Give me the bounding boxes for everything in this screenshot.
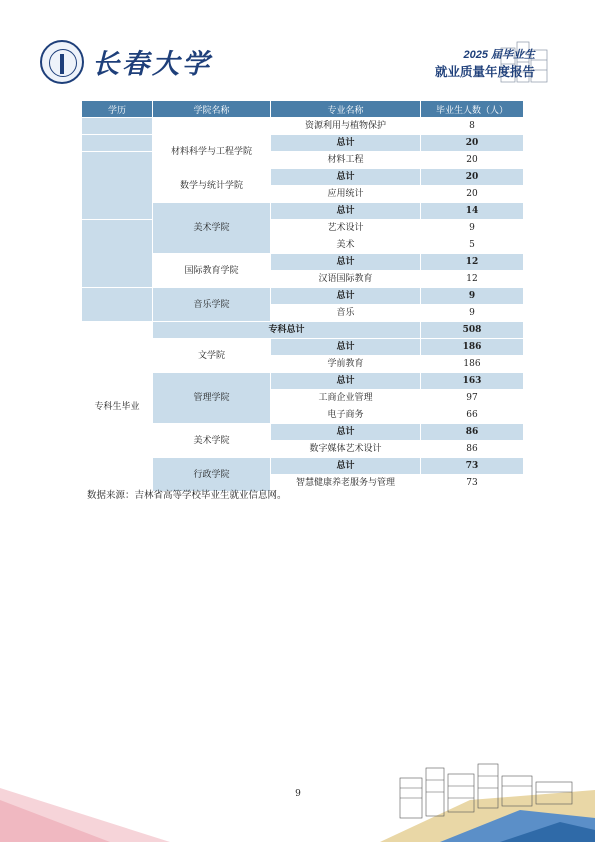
page-header: [0, 0, 595, 95]
count-cell: 12: [421, 254, 524, 271]
college-cell: 美术学院: [153, 203, 271, 254]
university-logo-text: 长春大学: [92, 49, 212, 80]
column-header: 学院名称: [153, 101, 271, 118]
college-cell: 音乐学院: [153, 288, 271, 322]
count-cell: 508: [421, 322, 524, 339]
count-cell: 97: [421, 390, 524, 407]
column-header: 学历: [82, 101, 153, 118]
graduates-table-container: [81, 100, 523, 492]
major-cell: 资源利用与植物保护: [271, 118, 421, 135]
major-cell: 总计: [271, 203, 421, 220]
footer-decoration-icon: [0, 760, 595, 842]
degree-cell: [82, 288, 153, 322]
table-header-row: [82, 101, 524, 118]
data-source-note: 数据来源：吉林省高等学校毕业生就业信息网。: [87, 490, 287, 501]
degree-cell: 专科生毕业: [82, 322, 153, 492]
count-cell: 5: [421, 237, 524, 254]
column-header: 毕业生人数（人）: [421, 101, 524, 118]
count-cell: 186: [421, 356, 524, 373]
count-cell: 163: [421, 373, 524, 390]
major-cell: 材料工程: [271, 152, 421, 169]
count-cell: 20: [421, 152, 524, 169]
major-cell: 学前教育: [271, 356, 421, 373]
major-cell: 总计: [271, 254, 421, 271]
major-cell: 汉语国际教育: [271, 271, 421, 288]
college-cell: 行政学院: [153, 458, 271, 492]
major-cell: 总计: [271, 135, 421, 152]
count-cell: 20: [421, 186, 524, 203]
degree-cell: [82, 135, 153, 152]
table-row: [82, 152, 524, 169]
report-title-block: [435, 46, 535, 80]
count-cell: 14: [421, 203, 524, 220]
major-cell: 应用统计: [271, 186, 421, 203]
report-title: 就业质量年度报告: [434, 65, 535, 79]
major-cell: 总计: [271, 373, 421, 390]
degree-cell: [82, 152, 153, 220]
table-row: [82, 322, 524, 339]
table-row: [82, 288, 524, 305]
count-cell: 20: [421, 135, 524, 152]
major-cell: 电子商务: [271, 407, 421, 424]
page-number: 9: [295, 789, 301, 799]
column-header: 专业名称: [271, 101, 421, 118]
table-row: [82, 118, 524, 135]
major-cell: 总计: [271, 339, 421, 356]
degree-cell: [82, 220, 153, 288]
count-cell: 12: [421, 271, 524, 288]
major-cell: 总计: [271, 288, 421, 305]
table-row: [82, 220, 524, 237]
count-cell: 9: [421, 220, 524, 237]
major-cell: 智慧健康养老服务与管理: [271, 475, 421, 492]
graduates-table: [81, 100, 524, 492]
count-cell: 20: [421, 169, 524, 186]
major-cell: 工商企业管理: [271, 390, 421, 407]
count-cell: 66: [421, 407, 524, 424]
college-cell: 材料科学与工程学院: [153, 135, 271, 169]
college-cell: 国际教育学院: [153, 254, 271, 288]
count-cell: 9: [421, 305, 524, 322]
college-cell: 管理学院: [153, 373, 271, 424]
table-row: [82, 135, 524, 152]
report-year: 2025 届毕业生: [463, 49, 535, 61]
major-cell: 美术: [271, 237, 421, 254]
count-cell: 86: [421, 441, 524, 458]
count-cell: 9: [421, 288, 524, 305]
university-seal-icon: [40, 40, 84, 84]
count-cell: 86: [421, 424, 524, 441]
college-cell: 美术学院: [153, 424, 271, 458]
college-cell: [153, 118, 271, 135]
college-cell: 数学与统计学院: [153, 169, 271, 203]
count-cell: 8: [421, 118, 524, 135]
count-cell: 73: [421, 458, 524, 475]
major-cell: 总计: [271, 169, 421, 186]
major-cell: 总计: [271, 458, 421, 475]
count-cell: 186: [421, 339, 524, 356]
major-cell: 总计: [271, 424, 421, 441]
subtotal-label-cell: 专科总计: [153, 322, 421, 339]
major-cell: 数字媒体艺术设计: [271, 441, 421, 458]
degree-cell: [82, 118, 153, 135]
major-cell: 艺术设计: [271, 220, 421, 237]
major-cell: 音乐: [271, 305, 421, 322]
count-cell: 73: [421, 475, 524, 492]
college-cell: 文学院: [153, 339, 271, 373]
